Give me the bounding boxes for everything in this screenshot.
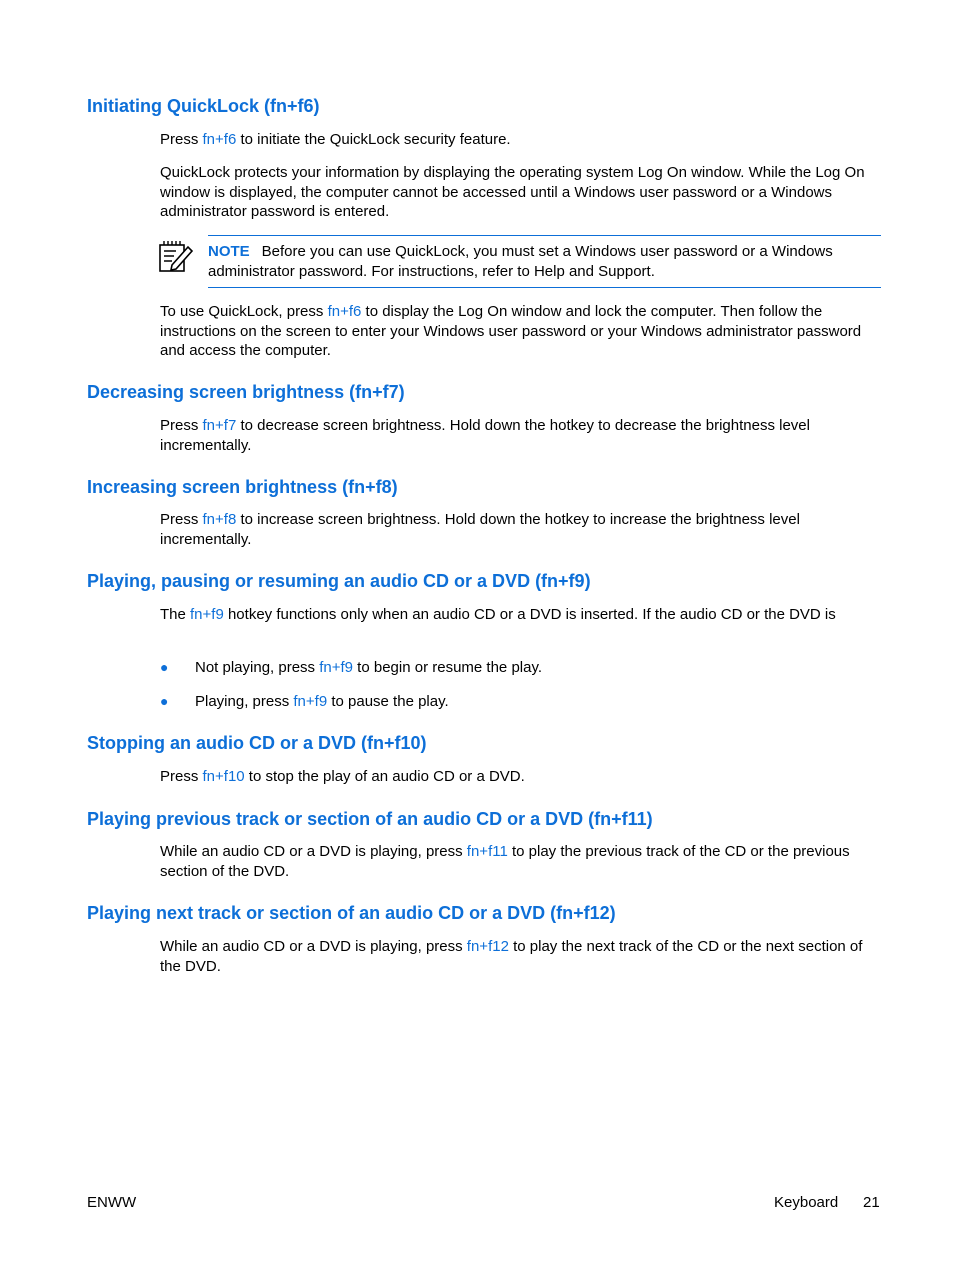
quicklock-description: QuickLock protects your information by displaying the operating system Log On window. While the Log On window is displayed, the computer cannot be accessed until a Windows user password or a Windows administrator password is entered.: [160, 164, 865, 220]
footer-left: ENWW: [87, 1194, 137, 1211]
hotkey-fn-f9: fn+f9: [190, 606, 224, 623]
page-number: 21: [863, 1194, 880, 1211]
previous-text: While an audio CD or a DVD is playing, press fn+f11 to play the previous track of the CD or the previous section of the DVD.: [160, 843, 850, 880]
bullet-dot-icon: ●: [160, 693, 169, 709]
quicklock-usage: To use QuickLock, press fn+f6 to display the Log On window and lock the computer. Then follow the instructions on the screen to enter your Windows user password or your Windows administrator password and access the computer.: [160, 303, 862, 359]
note-label: NOTE: [208, 243, 250, 260]
play-text: The fn+f9 hotkey functions only when an audio CD or a DVD is inserted. If the audio CD or the DVD is: [160, 606, 836, 623]
hotkey-fn-f9: fn+f9: [293, 693, 328, 710]
stop-text: Press fn+f10 to stop the play of an audio CD or a DVD.: [160, 768, 525, 785]
hotkey-fn-f6: fn+f6: [327, 303, 362, 320]
hotkey-fn-f8: fn+f8: [202, 511, 237, 528]
note-pencil-icon: [158, 237, 194, 273]
note-text: Before you can use QuickLock, you must set a Windows user password or a Windows administrator password. For instructions, refer to Help and Support.: [208, 243, 833, 280]
hotkey-fn-f10: fn+f10: [202, 768, 245, 785]
note-bottom-rule: [208, 287, 881, 288]
note-top-rule: [208, 235, 881, 236]
hotkey-fn-f6: fn+f6: [202, 131, 237, 148]
bullet-dot-icon: ●: [160, 659, 169, 675]
next-text: While an audio CD or a DVD is playing, press fn+f12 to play the next track of the CD or the next section of the DVD.: [160, 938, 863, 975]
heading-stop: Stopping an audio CD or a DVD (fn+f10): [87, 733, 427, 753]
quicklock-intro: Press fn+f6 to initiate the QuickLock security feature.: [160, 131, 511, 148]
increase-text: Press fn+f8 to increase screen brightness. Hold down the hotkey to increase the brightness level incrementally.: [160, 511, 800, 548]
decrease-text: Press fn+f7 to decrease screen brightness. Hold down the hotkey to decrease the brightness level incrementally.: [160, 417, 810, 454]
hotkey-fn-f7: fn+f7: [202, 417, 237, 434]
heading-decrease-brightness: Decreasing screen brightness (fn+f7): [87, 382, 405, 402]
heading-quicklock: Initiating QuickLock (fn+f6): [87, 96, 320, 116]
heading-play-pause: Playing, pausing or resuming an audio CD or a DVD (fn+f9): [87, 571, 591, 591]
hotkey-fn-f9: fn+f9: [319, 659, 354, 676]
heading-next-track: Playing next track or section of an audio CD or a DVD (fn+f12): [87, 903, 616, 923]
note-box: [208, 242, 883, 281]
hotkey-fn-f11: fn+f11: [466, 843, 508, 860]
hotkey-fn-f12: fn+f12: [466, 938, 509, 955]
heading-increase-brightness: Increasing screen brightness (fn+f8): [87, 477, 398, 497]
heading-previous-track: Playing previous track or section of an audio CD or a DVD (fn+f11): [87, 809, 653, 829]
footer-section: Keyboard: [774, 1194, 839, 1211]
